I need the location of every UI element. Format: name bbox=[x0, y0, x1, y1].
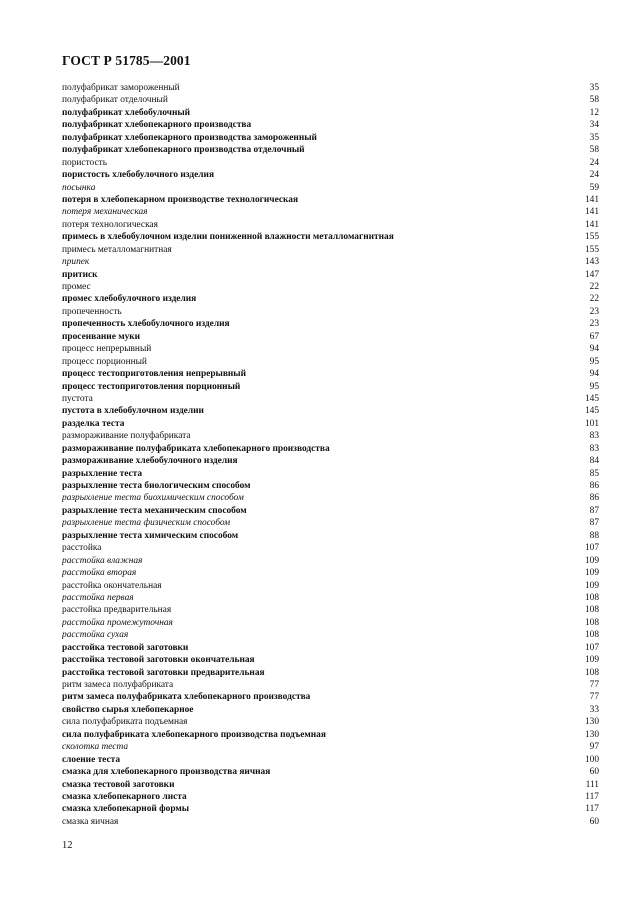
index-entry bbox=[62, 356, 599, 368]
index-entry bbox=[62, 654, 599, 666]
index-page-ref: 130 bbox=[584, 729, 599, 740]
index-entry bbox=[62, 629, 599, 641]
index-entry bbox=[62, 716, 599, 728]
index-term: сколотка теста bbox=[62, 742, 129, 753]
index-term: пустота bbox=[62, 393, 93, 404]
index-page-ref: 83 bbox=[589, 443, 599, 454]
index-entry bbox=[62, 580, 599, 592]
index-entry bbox=[62, 455, 599, 467]
index-entry bbox=[62, 157, 599, 169]
index-term: ритм замеса полуфабриката bbox=[62, 680, 174, 690]
index-term: потеря механическая bbox=[62, 207, 148, 218]
index-page-ref: 34 bbox=[589, 120, 599, 131]
index-page-ref: 94 bbox=[589, 369, 599, 380]
index-entry bbox=[62, 206, 599, 218]
index-page-ref: 60 bbox=[589, 816, 599, 827]
index-term: потеря в хлебопекарном производстве технологическая bbox=[62, 194, 299, 205]
index-entry bbox=[62, 741, 599, 753]
index-entry bbox=[62, 443, 599, 455]
index-term: полуфабрикат замороженный bbox=[62, 83, 180, 93]
index-page-ref: 145 bbox=[584, 393, 599, 404]
index-term: расстойка тестовой заготовки bbox=[62, 642, 189, 653]
index-term: посынка bbox=[62, 182, 96, 193]
index-entry bbox=[62, 592, 599, 604]
index-page-ref: 77 bbox=[589, 680, 599, 690]
index-page-ref: 33 bbox=[589, 704, 599, 715]
index-page-ref: 108 bbox=[584, 667, 599, 678]
document-header: ГОСТ Р 51785—2001 bbox=[62, 53, 191, 68]
index-page-ref: 141 bbox=[584, 219, 599, 230]
index-entry bbox=[62, 418, 599, 430]
index-term: расстойка влажная bbox=[62, 555, 143, 566]
index-page-ref: 88 bbox=[589, 530, 599, 541]
index-term: расстойка тестовой заготовки предварительная bbox=[62, 667, 265, 678]
index-term: пустота в хлебобулочном изделии bbox=[62, 406, 204, 417]
index-entry bbox=[62, 269, 599, 281]
index-entry bbox=[62, 667, 599, 679]
index-page-ref: 95 bbox=[589, 381, 599, 392]
index-entry bbox=[62, 306, 599, 318]
index-entry bbox=[62, 405, 599, 417]
index-page-ref: 35 bbox=[589, 132, 599, 143]
index-term: пористость хлебобулочного изделия bbox=[62, 170, 215, 181]
index-term: расстойка промежуточная bbox=[62, 617, 173, 628]
index-page-ref: 117 bbox=[585, 804, 599, 815]
index-entry bbox=[62, 642, 599, 654]
index-page-ref: 108 bbox=[584, 605, 599, 616]
index-entry bbox=[62, 517, 599, 529]
index-term: разрыхление теста физическим способом bbox=[62, 518, 231, 529]
index-term: промес хлебобулочного изделия bbox=[62, 294, 197, 305]
index-term: размораживание хлебобулочного изделия bbox=[62, 456, 238, 467]
index-page-ref: 58 bbox=[589, 95, 599, 106]
index-page-ref: 107 bbox=[584, 642, 599, 653]
index-term: расстойка первая bbox=[62, 592, 134, 603]
index-term: разрыхление теста bbox=[62, 468, 143, 479]
index-page-ref: 97 bbox=[589, 742, 599, 753]
term-index-list bbox=[62, 82, 599, 828]
index-entry bbox=[62, 132, 599, 144]
index-term: разделка теста bbox=[62, 418, 125, 429]
index-page-ref: 23 bbox=[589, 319, 599, 330]
index-page-ref: 24 bbox=[589, 170, 599, 181]
index-page-ref: 109 bbox=[584, 568, 599, 579]
index-term: промес bbox=[62, 282, 91, 292]
index-page-ref: 101 bbox=[584, 418, 599, 429]
index-page-ref: 108 bbox=[584, 617, 599, 628]
index-entry bbox=[62, 791, 599, 803]
index-term: сила полуфабриката подъемная bbox=[62, 717, 188, 728]
index-entry bbox=[62, 119, 599, 131]
index-term: разрыхление теста механическим способом bbox=[62, 505, 247, 516]
index-term: смазка хлебопекарной формы bbox=[62, 804, 190, 815]
index-page-ref: 111 bbox=[585, 779, 599, 790]
index-term: расстойка bbox=[62, 543, 102, 554]
index-term: полуфабрикат хлебопекарного производства замороженный bbox=[62, 132, 317, 143]
index-entry bbox=[62, 94, 599, 106]
index-entry bbox=[62, 393, 599, 405]
index-entry bbox=[62, 82, 599, 94]
index-entry bbox=[62, 219, 599, 231]
index-entry bbox=[62, 505, 599, 517]
index-term: ритм замеса полуфабриката хлебопекарного производства bbox=[62, 692, 311, 703]
index-entry bbox=[62, 281, 599, 293]
index-entry bbox=[62, 704, 599, 716]
index-entry bbox=[62, 256, 599, 268]
index-page-ref: 109 bbox=[584, 555, 599, 566]
index-entry bbox=[62, 492, 599, 504]
index-entry bbox=[62, 318, 599, 330]
index-page-ref: 60 bbox=[589, 767, 599, 778]
index-page-ref: 141 bbox=[584, 194, 599, 205]
index-page-ref: 22 bbox=[589, 282, 599, 292]
index-page-ref: 35 bbox=[589, 83, 599, 93]
index-term: смазка для хлебопекарного производства яичная bbox=[62, 767, 271, 778]
index-page-ref: 130 bbox=[584, 717, 599, 728]
index-entry bbox=[62, 542, 599, 554]
index-term: примесь металломагнитная bbox=[62, 244, 172, 255]
index-entry bbox=[62, 244, 599, 256]
index-entry bbox=[62, 107, 599, 119]
index-term: расстойка предварительная bbox=[62, 605, 172, 616]
page-number: 12 bbox=[62, 840, 73, 851]
index-term: размораживание полуфабриката хлебопекарного производства bbox=[62, 443, 330, 454]
index-page-ref: 24 bbox=[589, 157, 599, 168]
index-term: процесс порционный bbox=[62, 356, 147, 367]
index-term: примесь в хлебобулочном изделии пониженной влажности металломагнитная bbox=[62, 232, 394, 243]
index-entry bbox=[62, 182, 599, 194]
index-term: свойство сырья хлебопекарное bbox=[62, 704, 194, 715]
index-term: припек bbox=[62, 257, 90, 268]
index-page-ref: 145 bbox=[584, 406, 599, 417]
index-entry bbox=[62, 144, 599, 156]
index-page-ref: 107 bbox=[584, 543, 599, 554]
index-entry bbox=[62, 617, 599, 629]
index-entry bbox=[62, 555, 599, 567]
index-term: процесс непрерывный bbox=[62, 344, 152, 355]
index-page-ref: 108 bbox=[584, 630, 599, 641]
index-page-ref: 59 bbox=[589, 182, 599, 193]
index-entry bbox=[62, 169, 599, 181]
index-term: расстойка тестовой заготовки окончательная bbox=[62, 655, 255, 666]
index-term: смазка яичная bbox=[62, 816, 119, 827]
index-page-ref: 58 bbox=[589, 145, 599, 156]
index-entry bbox=[62, 231, 599, 243]
index-page-ref: 108 bbox=[584, 592, 599, 603]
index-entry bbox=[62, 779, 599, 791]
index-page-ref: 86 bbox=[589, 481, 599, 491]
index-term: смазка хлебопекарного листа bbox=[62, 791, 187, 802]
index-term: пористость bbox=[62, 157, 107, 168]
index-page-ref: 87 bbox=[589, 505, 599, 516]
index-page-ref: 77 bbox=[589, 692, 599, 703]
index-page-ref: 94 bbox=[589, 344, 599, 355]
index-entry bbox=[62, 331, 599, 343]
index-entry bbox=[62, 530, 599, 542]
index-entry bbox=[62, 480, 599, 492]
index-entry bbox=[62, 567, 599, 579]
index-term: сила полуфабриката хлебопекарного производства подъемная bbox=[62, 729, 326, 740]
index-page-ref: 143 bbox=[584, 257, 599, 268]
index-term: размораживание полуфабриката bbox=[62, 431, 191, 442]
index-page-ref: 155 bbox=[584, 244, 599, 255]
index-entry bbox=[62, 604, 599, 616]
index-term: расстойка вторая bbox=[62, 568, 137, 579]
index-term: полуфабрикат хлебобулочный bbox=[62, 107, 191, 118]
index-term: расстойка сухая bbox=[62, 630, 129, 641]
index-term: просеивание муки bbox=[62, 331, 141, 342]
index-term: разрыхление теста биологическим способом bbox=[62, 481, 251, 491]
index-term: расстойка окончательная bbox=[62, 580, 162, 591]
index-page-ref: 83 bbox=[589, 431, 599, 442]
index-entry bbox=[62, 468, 599, 480]
index-entry bbox=[62, 430, 599, 442]
index-page-ref: 109 bbox=[584, 580, 599, 591]
index-page-ref: 67 bbox=[589, 331, 599, 342]
index-entry bbox=[62, 766, 599, 778]
index-entry bbox=[62, 679, 599, 691]
index-term: процесс тестоприготовления порционный bbox=[62, 381, 241, 392]
index-page-ref: 22 bbox=[589, 294, 599, 305]
index-page-ref: 12 bbox=[589, 107, 599, 118]
index-term: пропеченность хлебобулочного изделия bbox=[62, 319, 230, 330]
index-entry bbox=[62, 381, 599, 393]
index-page-ref: 147 bbox=[584, 269, 599, 280]
index-entry bbox=[62, 816, 599, 828]
index-page-ref: 23 bbox=[589, 306, 599, 317]
index-page-ref: 86 bbox=[589, 493, 599, 504]
index-term: притиск bbox=[62, 269, 98, 280]
index-term: полуфабрикат хлебопекарного производства отделочный bbox=[62, 145, 305, 156]
index-page-ref: 85 bbox=[589, 468, 599, 479]
index-page-ref: 87 bbox=[589, 518, 599, 529]
index-entry bbox=[62, 803, 599, 815]
index-entry bbox=[62, 729, 599, 741]
index-entry bbox=[62, 691, 599, 703]
index-term: полуфабрикат хлебопекарного производства bbox=[62, 120, 252, 131]
index-page-ref: 100 bbox=[584, 754, 599, 765]
index-term: разрыхление теста химическим способом bbox=[62, 530, 239, 541]
index-term: потеря технологическая bbox=[62, 219, 158, 230]
index-term: полуфабрикат отделочный bbox=[62, 95, 168, 106]
index-entry bbox=[62, 754, 599, 766]
index-term: процесс тестоприготовления непрерывный bbox=[62, 369, 247, 380]
index-term: слоение теста bbox=[62, 754, 121, 765]
index-page-ref: 84 bbox=[589, 456, 599, 467]
index-term: разрыхление теста биохимическим способом bbox=[62, 493, 244, 504]
index-term: пропеченность bbox=[62, 306, 122, 317]
index-entry bbox=[62, 343, 599, 355]
index-page-ref: 95 bbox=[589, 356, 599, 367]
index-term: смазка тестовой заготовки bbox=[62, 779, 175, 790]
index-entry bbox=[62, 293, 599, 305]
index-page-ref: 155 bbox=[584, 232, 599, 243]
index-entry bbox=[62, 194, 599, 206]
index-entry bbox=[62, 368, 599, 380]
index-page-ref: 109 bbox=[584, 655, 599, 666]
index-page-ref: 141 bbox=[584, 207, 599, 218]
index-page-ref: 117 bbox=[585, 791, 599, 802]
